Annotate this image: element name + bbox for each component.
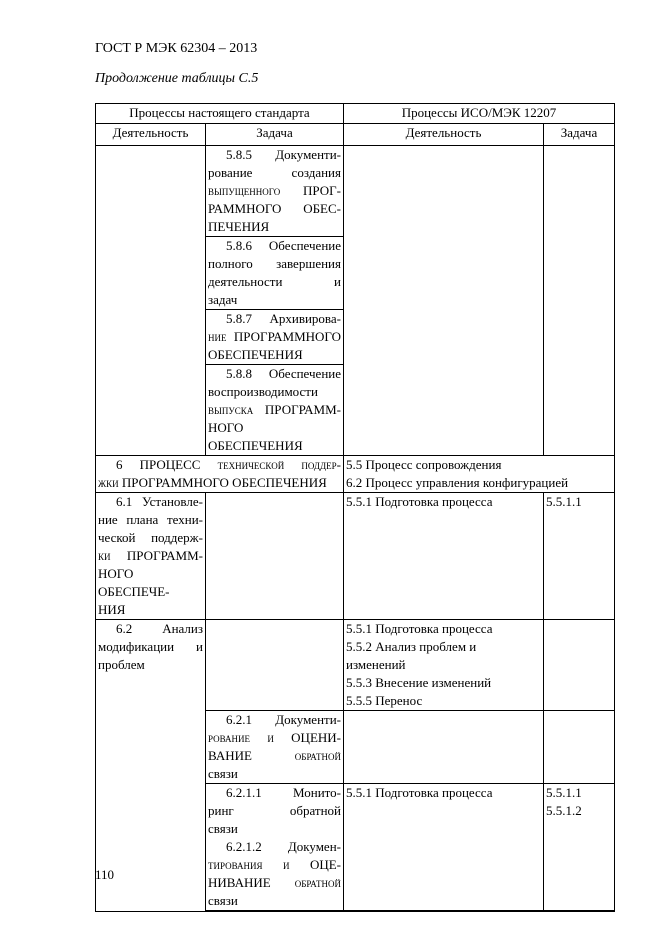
empty-task-cell — [206, 493, 344, 620]
task-6-2-1: 6.2.1 Документи- рование и ОЦЕНИ- ВАНИЕ обратной связи — [206, 711, 344, 784]
column-header-task: Задача — [206, 124, 344, 146]
column-header-activity-iso: Деятельность — [344, 124, 544, 146]
activity-6-2: 6.2 Анализ модификации и проблем — [96, 620, 206, 912]
iso-task-list: 5.5.1.1 5.5.1.2 — [544, 784, 615, 912]
task-5-8-6: 5.8.6 Обеспечение полного завершения деятельности и задач — [206, 237, 343, 310]
empty-activity-cell — [96, 146, 206, 456]
iso-activity-5-5-1: 5.5.1 Подготовка процесса — [344, 493, 544, 620]
empty-task-cell — [206, 620, 344, 711]
task-5-8-7: 5.8.7 Архивирова- ние ПРОГРАММНОГО ОБЕСПЕЧЕНИЯ — [206, 310, 343, 365]
column-header-task-iso: Задача — [544, 124, 615, 146]
process-6-cell: 6 ПРОЦЕСС технической поддер- жки ПРОГРАММНОГО ОБЕСПЕЧЕНИЯ — [96, 456, 344, 493]
empty-iso-task-cell — [544, 146, 615, 456]
activity-6-1: 6.1 Установле- ние плана техни- ческой поддерж- ки ПРОГРАММ- НОГО ОБЕСПЕЧЕ- НИЯ — [96, 493, 206, 620]
empty-iso-activity-cell — [344, 711, 544, 784]
document-header: ГОСТ Р МЭК 62304 – 2013 — [95, 41, 258, 56]
task-5-8-8: 5.8.8 Обеспечение воспроизводимости выпуска ПРОГРАММ- НОГО ОБЕСПЕЧЕНИЯ — [208, 366, 341, 453]
task-list-cell — [206, 146, 344, 456]
page-number: 110 — [95, 867, 115, 882]
table-continuation-caption: Продолжение таблицы С.5 — [95, 71, 259, 86]
mapping-table — [95, 103, 615, 912]
empty-iso-task-cell — [544, 620, 615, 711]
empty-iso-task-cell — [544, 711, 615, 784]
group-header-left: Процессы настоящего стандарта — [96, 104, 344, 124]
group-header-right: Процессы ИСО/МЭК 12207 — [344, 104, 615, 124]
column-header-activity: Деятельность — [96, 124, 206, 146]
iso-task-5-5-1-1: 5.5.1.1 — [544, 493, 615, 620]
task-5-8-5: 5.8.5 Документи- рование создания выпущенного ПРОГ- РАММНОГО ОБЕС- ПЕЧЕНИЯ — [206, 146, 343, 237]
empty-iso-activity-cell — [344, 146, 544, 456]
iso-activity-5-5-1: 5.5.1 Подготовка процесса — [344, 784, 544, 912]
iso-activity-list: 5.5.1 Подготовка процесса 5.5.2 Анализ проблем и изменений 5.5.3 Внесение изменений 5.5.5 Перенос — [344, 620, 544, 711]
task-6-2-1-x: 6.2.1.1 Монито- ринг обратной связи 6.2.1.2 Докумен- тирования и ОЦЕ- НИВАНИЕ обратной связи — [206, 784, 344, 912]
iso-process-cell: 5.5 Процесс сопровождения 6.2 Процесс управления конфигурацией — [344, 456, 615, 493]
